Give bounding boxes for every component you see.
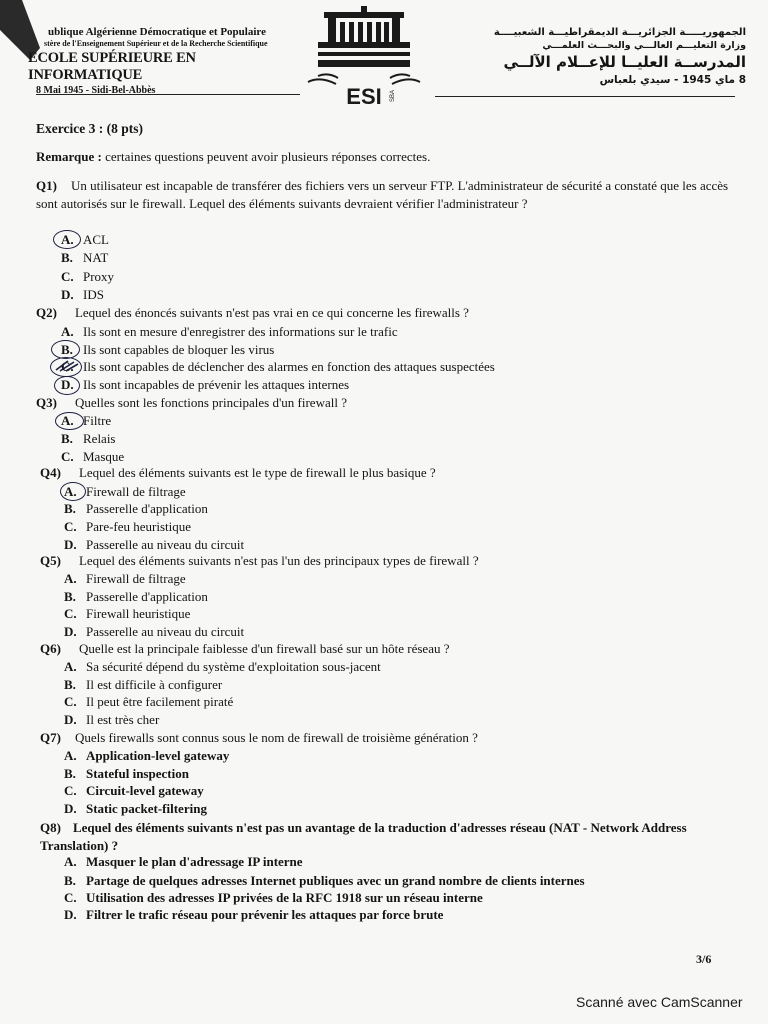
q4-option-b[interactable]: B. Passerelle d'application xyxy=(64,501,208,516)
q1-option-a[interactable]: A. ACL xyxy=(61,232,109,247)
q2-option-d[interactable]: D. Ils sont incapables de prévenir les attaques internes xyxy=(61,377,350,392)
header-school-name: ECOLE SUPÉRIEURE EN INFORMATIQUE xyxy=(28,49,196,83)
q5-option-a[interactable]: A. Firewall de filtrage xyxy=(64,571,186,586)
q4-option-d[interactable]: D. Passerelle au niveau du circuit xyxy=(64,537,245,552)
question-7: Q7) Quels firewalls sont connus sous le nom de firewall de troisième génération ? xyxy=(40,730,478,745)
logo-small-text: SBA xyxy=(390,89,396,102)
header-republic-ar: الجمهوريـــــة الجزائريـــة الديمقراطيـــة الشعبيــــة xyxy=(493,27,746,38)
q6-option-c[interactable]: C. Il peut être facilement piraté xyxy=(64,694,234,709)
q8-option-c[interactable]: C. Utilisation des adresses IP privées de la RFC 1918 sur un réseau interne xyxy=(64,890,483,905)
q7-option-c[interactable]: C. Circuit-level gateway xyxy=(64,783,204,798)
answer-circle xyxy=(53,230,81,249)
q8-option-d[interactable]: D. Filtrer le trafic réseau pour prévenir les attaques par force brute xyxy=(64,907,444,922)
q5-option-b[interactable]: B. Passerelle d'application xyxy=(64,589,208,604)
question-1 xyxy=(36,177,736,213)
q2-option-a[interactable]: A. Ils sont en mesure d'enregistrer des informations sur le trafic xyxy=(61,324,398,339)
question-3: Q3) Quelles sont les fonctions principales d'un firewall ? xyxy=(36,395,347,410)
header-rule-left xyxy=(36,94,300,95)
q2-option-c[interactable]: C. Ils sont capables de déclencher des alarmes en fonction des attaques suspectées xyxy=(61,359,495,374)
q1-option-d[interactable]: D. IDS xyxy=(61,287,104,302)
header-right xyxy=(446,26,746,87)
header-ministry: stère de l'Enseignement Supérieur et de la Recherche Scientifique xyxy=(44,38,268,48)
remark-label: Remarque : xyxy=(36,149,102,164)
header-school-address-ar: 8 ماي 1945 - سيدي بلعباس xyxy=(599,73,746,86)
q7-option-a[interactable]: A. Application-level gateway xyxy=(64,748,230,763)
remark-text: certaines questions peuvent avoir plusieurs réponses correctes. xyxy=(101,149,431,164)
question-8: Q8) Lequel des éléments suivants n'est pas un avantage de la traduction d'adresses réseau (NAT - Network Address Translation) ? xyxy=(40,820,687,853)
header-rule-right xyxy=(435,96,735,97)
scanner-watermark: Scanné avec CamScanner xyxy=(576,994,743,1010)
question-4: Q4) Lequel des éléments suivants est le type de firewall le plus basique ? xyxy=(40,465,436,480)
q8-option-a[interactable]: A. Masquer le plan d'adressage IP interne xyxy=(64,854,303,869)
q5-option-d[interactable]: D. Passerelle au niveau du circuit xyxy=(64,624,245,639)
q5-option-c[interactable]: C. Firewall heuristique xyxy=(64,606,191,621)
q4-option-a[interactable]: A. Firewall de filtrage xyxy=(64,484,186,499)
exercise-remark xyxy=(36,149,430,165)
header-ministry-ar: وزارة التعليـــم العالـــي والبحـــث العلمـــي xyxy=(542,39,746,51)
q8-option-b[interactable]: B. Partage de quelques adresses Internet publiques avec un grand nombre de clients internes xyxy=(64,873,585,888)
q6-option-d[interactable]: D. Il est très cher xyxy=(64,712,160,727)
header-republic: ublique Algérienne Démocratique et Populaire xyxy=(48,26,266,38)
question-number: Q1) xyxy=(36,178,57,193)
q3-option-c[interactable]: C. Masque xyxy=(61,449,125,464)
q6-option-a[interactable]: A. Sa sécurité dépend du système d'exploitation sous-jacent xyxy=(64,659,381,674)
q7-option-b[interactable]: B. Stateful inspection xyxy=(64,766,189,781)
header-left xyxy=(22,26,292,97)
q3-option-a[interactable]: A. Filtre xyxy=(61,413,112,428)
q4-option-c[interactable]: C. Pare-feu heuristique xyxy=(64,519,192,534)
question-2: Q2) Lequel des énoncés suivants n'est pas vrai en ce qui concerne les firewalls ? xyxy=(36,305,469,320)
answer-circle xyxy=(60,482,86,501)
q2-option-b[interactable]: B. Ils sont capables de bloquer les virus xyxy=(61,342,275,357)
q1-option-c[interactable]: C. Proxy xyxy=(61,269,115,284)
q3-option-b[interactable]: B. Relais xyxy=(61,431,116,446)
header-school-address: 8 Mai 1945 - Sidi-Bel-Abbès xyxy=(36,85,156,97)
page-number: 3/6 xyxy=(696,952,712,966)
question-5: Q5) Lequel des éléments suivants n'est pas l'un des principaux types de firewall ? xyxy=(40,553,479,568)
exercise-title: Exercice 3 : (8 pts) xyxy=(36,121,143,136)
q7-option-d[interactable]: D. Static packet-filtering xyxy=(64,801,207,816)
esi-logo xyxy=(298,4,430,108)
question-text: Un utilisateur est incapable de transférer des fichiers vers un serveur FTP. L'administrateur de sécurité a constaté que les accès sont autorisés sur le firewall. Lequel des éléments suivants devraient vérifier l'administrateur ? xyxy=(36,178,729,211)
answer-circle xyxy=(55,412,84,430)
answer-scribble xyxy=(52,358,82,374)
question-6: Q6) Quelle est la principale faiblesse d'un firewall basé sur un hôte réseau ? xyxy=(40,641,450,656)
q6-option-b[interactable]: B. Il est difficile à configurer xyxy=(64,677,223,692)
logo-text: ESI xyxy=(346,84,382,108)
header-school-name-ar: المدرســة العليــا للإعــلام الآلــي xyxy=(503,53,746,72)
q1-option-b[interactable]: B. NAT xyxy=(61,250,109,265)
answer-circle xyxy=(54,376,80,395)
